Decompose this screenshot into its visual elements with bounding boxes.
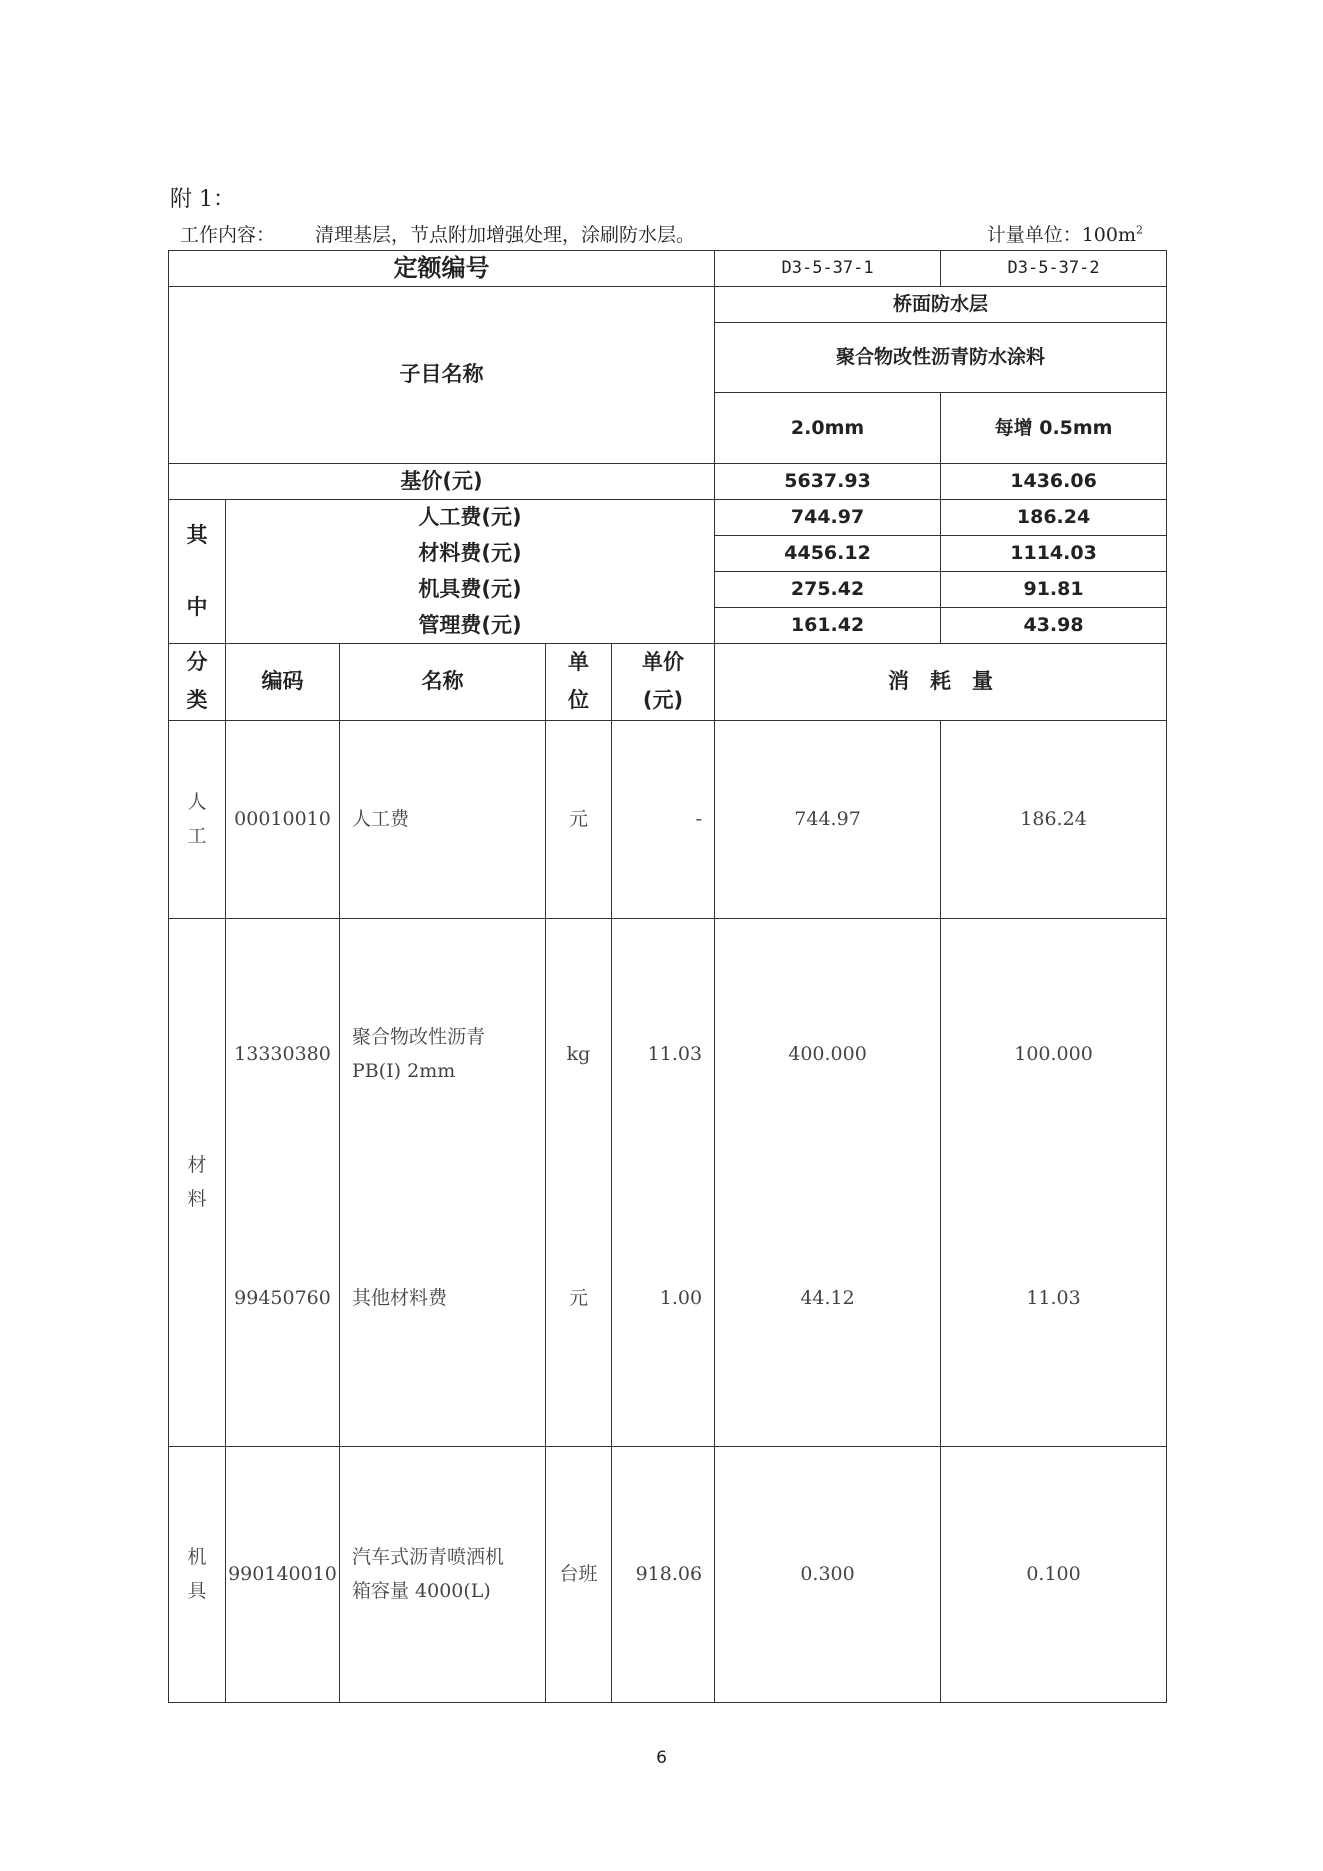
material-1-unit: kg: [546, 918, 612, 1190]
labor-name: 人工费: [340, 720, 546, 918]
unit-superscript: 2: [1136, 223, 1143, 237]
cost-material-1: 4456.12: [715, 536, 941, 572]
material-row-2: [169, 1190, 1167, 1446]
among-label-bottom: 中: [169, 572, 226, 644]
material-1-code: 13330380: [226, 918, 340, 1190]
category-name: 桥面防水层: [715, 287, 1167, 323]
material-1-consumption-1: 400.000: [715, 918, 941, 1190]
machinery-category: [169, 1446, 226, 1702]
material-1-name-line2: PB(Ⅰ) 2mm: [352, 1060, 456, 1083]
machinery-category-top: 机: [187, 1545, 207, 1568]
machinery-code: 990140010: [226, 1446, 340, 1702]
machinery-unit: 台班: [546, 1446, 612, 1702]
material-1-name-line1: 聚合物改性沥青: [352, 1026, 486, 1049]
work-content-text: 清理基层，节点附加增强处理，涂刷防水层。: [315, 224, 696, 246]
cost-row-management: [169, 608, 1167, 644]
cost-row-labor: [169, 500, 1167, 536]
quota-table: [168, 250, 1167, 1703]
header-unit-bottom: 位: [568, 687, 589, 712]
base-price-1: 5637.93: [715, 464, 941, 500]
cost-label-labor: 人工费(元): [226, 500, 715, 536]
quota-code-2: D3-5-37-2: [941, 251, 1167, 287]
base-price-label: 基价(元): [169, 464, 715, 500]
material-name: 聚合物改性沥青防水涂料: [715, 323, 1167, 393]
column-header-row: [169, 644, 1167, 721]
labor-category: [169, 720, 226, 918]
machinery-consumption-1: 0.300: [715, 1446, 941, 1702]
header-code: 编码: [226, 644, 340, 721]
among-label-top: 其: [169, 500, 226, 572]
material-category: [169, 918, 226, 1446]
material-row-1: [169, 918, 1167, 1190]
cost-label-management: 管理费(元): [226, 608, 715, 644]
cost-machinery-2: 91.81: [941, 572, 1167, 608]
material-1-name: [340, 918, 546, 1190]
header-category-top: 分: [186, 650, 208, 674]
material-2-name: 其他材料费: [340, 1190, 546, 1446]
header-category: [169, 644, 226, 721]
material-category-top: 材: [187, 1153, 207, 1176]
cost-label-machinery: 机具费(元): [226, 572, 715, 608]
cost-row-machinery: [169, 572, 1167, 608]
labor-price: -: [612, 720, 715, 918]
page-number: 6: [656, 1748, 667, 1768]
cost-machinery-1: 275.42: [715, 572, 941, 608]
header-price-top: 单价: [642, 650, 685, 674]
quota-code-label: 定额编号: [169, 251, 715, 287]
machinery-name-line1: 汽车式沥青喷洒机: [352, 1545, 505, 1568]
subitem-name-label: 子目名称: [169, 287, 715, 464]
cost-management-2: 43.98: [941, 608, 1167, 644]
header-consumption: 消 耗 量: [715, 644, 1167, 721]
labor-consumption-1: 744.97: [715, 720, 941, 918]
material-category-bottom: 料: [187, 1188, 207, 1211]
material-1-consumption-2: 100.000: [941, 918, 1167, 1190]
base-price-row: [169, 464, 1167, 500]
header-price: [612, 644, 715, 721]
machinery-name-line2: 箱容量 4000(L): [352, 1580, 491, 1603]
work-content-label: 工作内容：: [180, 224, 276, 246]
spec-1: 2.0mm: [715, 393, 941, 464]
machinery-price: 918.06: [612, 1446, 715, 1702]
labor-unit: 元: [546, 720, 612, 918]
header-category-bottom: 类: [186, 687, 208, 712]
header-unit: [546, 644, 612, 721]
header-name: 名称: [340, 644, 546, 721]
material-2-consumption-1: 44.12: [715, 1190, 941, 1446]
spec-2: 每增 0.5mm: [941, 393, 1167, 464]
category-row: [169, 287, 1167, 323]
header-unit-top: 单: [568, 650, 589, 674]
material-1-price: 11.03: [612, 918, 715, 1190]
labor-category-bottom: 工: [187, 825, 207, 848]
labor-consumption-2: 186.24: [941, 720, 1167, 918]
material-2-consumption-2: 11.03: [941, 1190, 1167, 1446]
base-price-2: 1436.06: [941, 464, 1167, 500]
quota-code-1: D3-5-37-1: [715, 251, 941, 287]
cost-row-material: [169, 536, 1167, 572]
labor-category-top: 人: [187, 790, 207, 813]
machinery-consumption-2: 0.100: [941, 1446, 1167, 1702]
material-2-price: 1.00: [612, 1190, 715, 1446]
cost-labor-2: 186.24: [941, 500, 1167, 536]
unit-label: 计量单位：100m: [986, 224, 1136, 246]
cost-management-1: 161.42: [715, 608, 941, 644]
measurement-unit: [987, 220, 1143, 247]
machinery-row: [169, 1446, 1167, 1702]
machinery-name: [340, 1446, 546, 1702]
cost-label-material: 材料费(元): [226, 536, 715, 572]
material-2-code: 99450760: [226, 1190, 340, 1446]
machinery-category-bottom: 具: [187, 1580, 207, 1603]
cost-material-2: 1114.03: [941, 536, 1167, 572]
material-2-unit: 元: [546, 1190, 612, 1446]
quota-code-row: [169, 251, 1167, 287]
header-price-bottom: (元): [642, 687, 684, 712]
cost-labor-1: 744.97: [715, 500, 941, 536]
attachment-label: 附 1：: [170, 187, 235, 212]
labor-code: 00010010: [226, 720, 340, 918]
labor-row: [169, 720, 1167, 918]
